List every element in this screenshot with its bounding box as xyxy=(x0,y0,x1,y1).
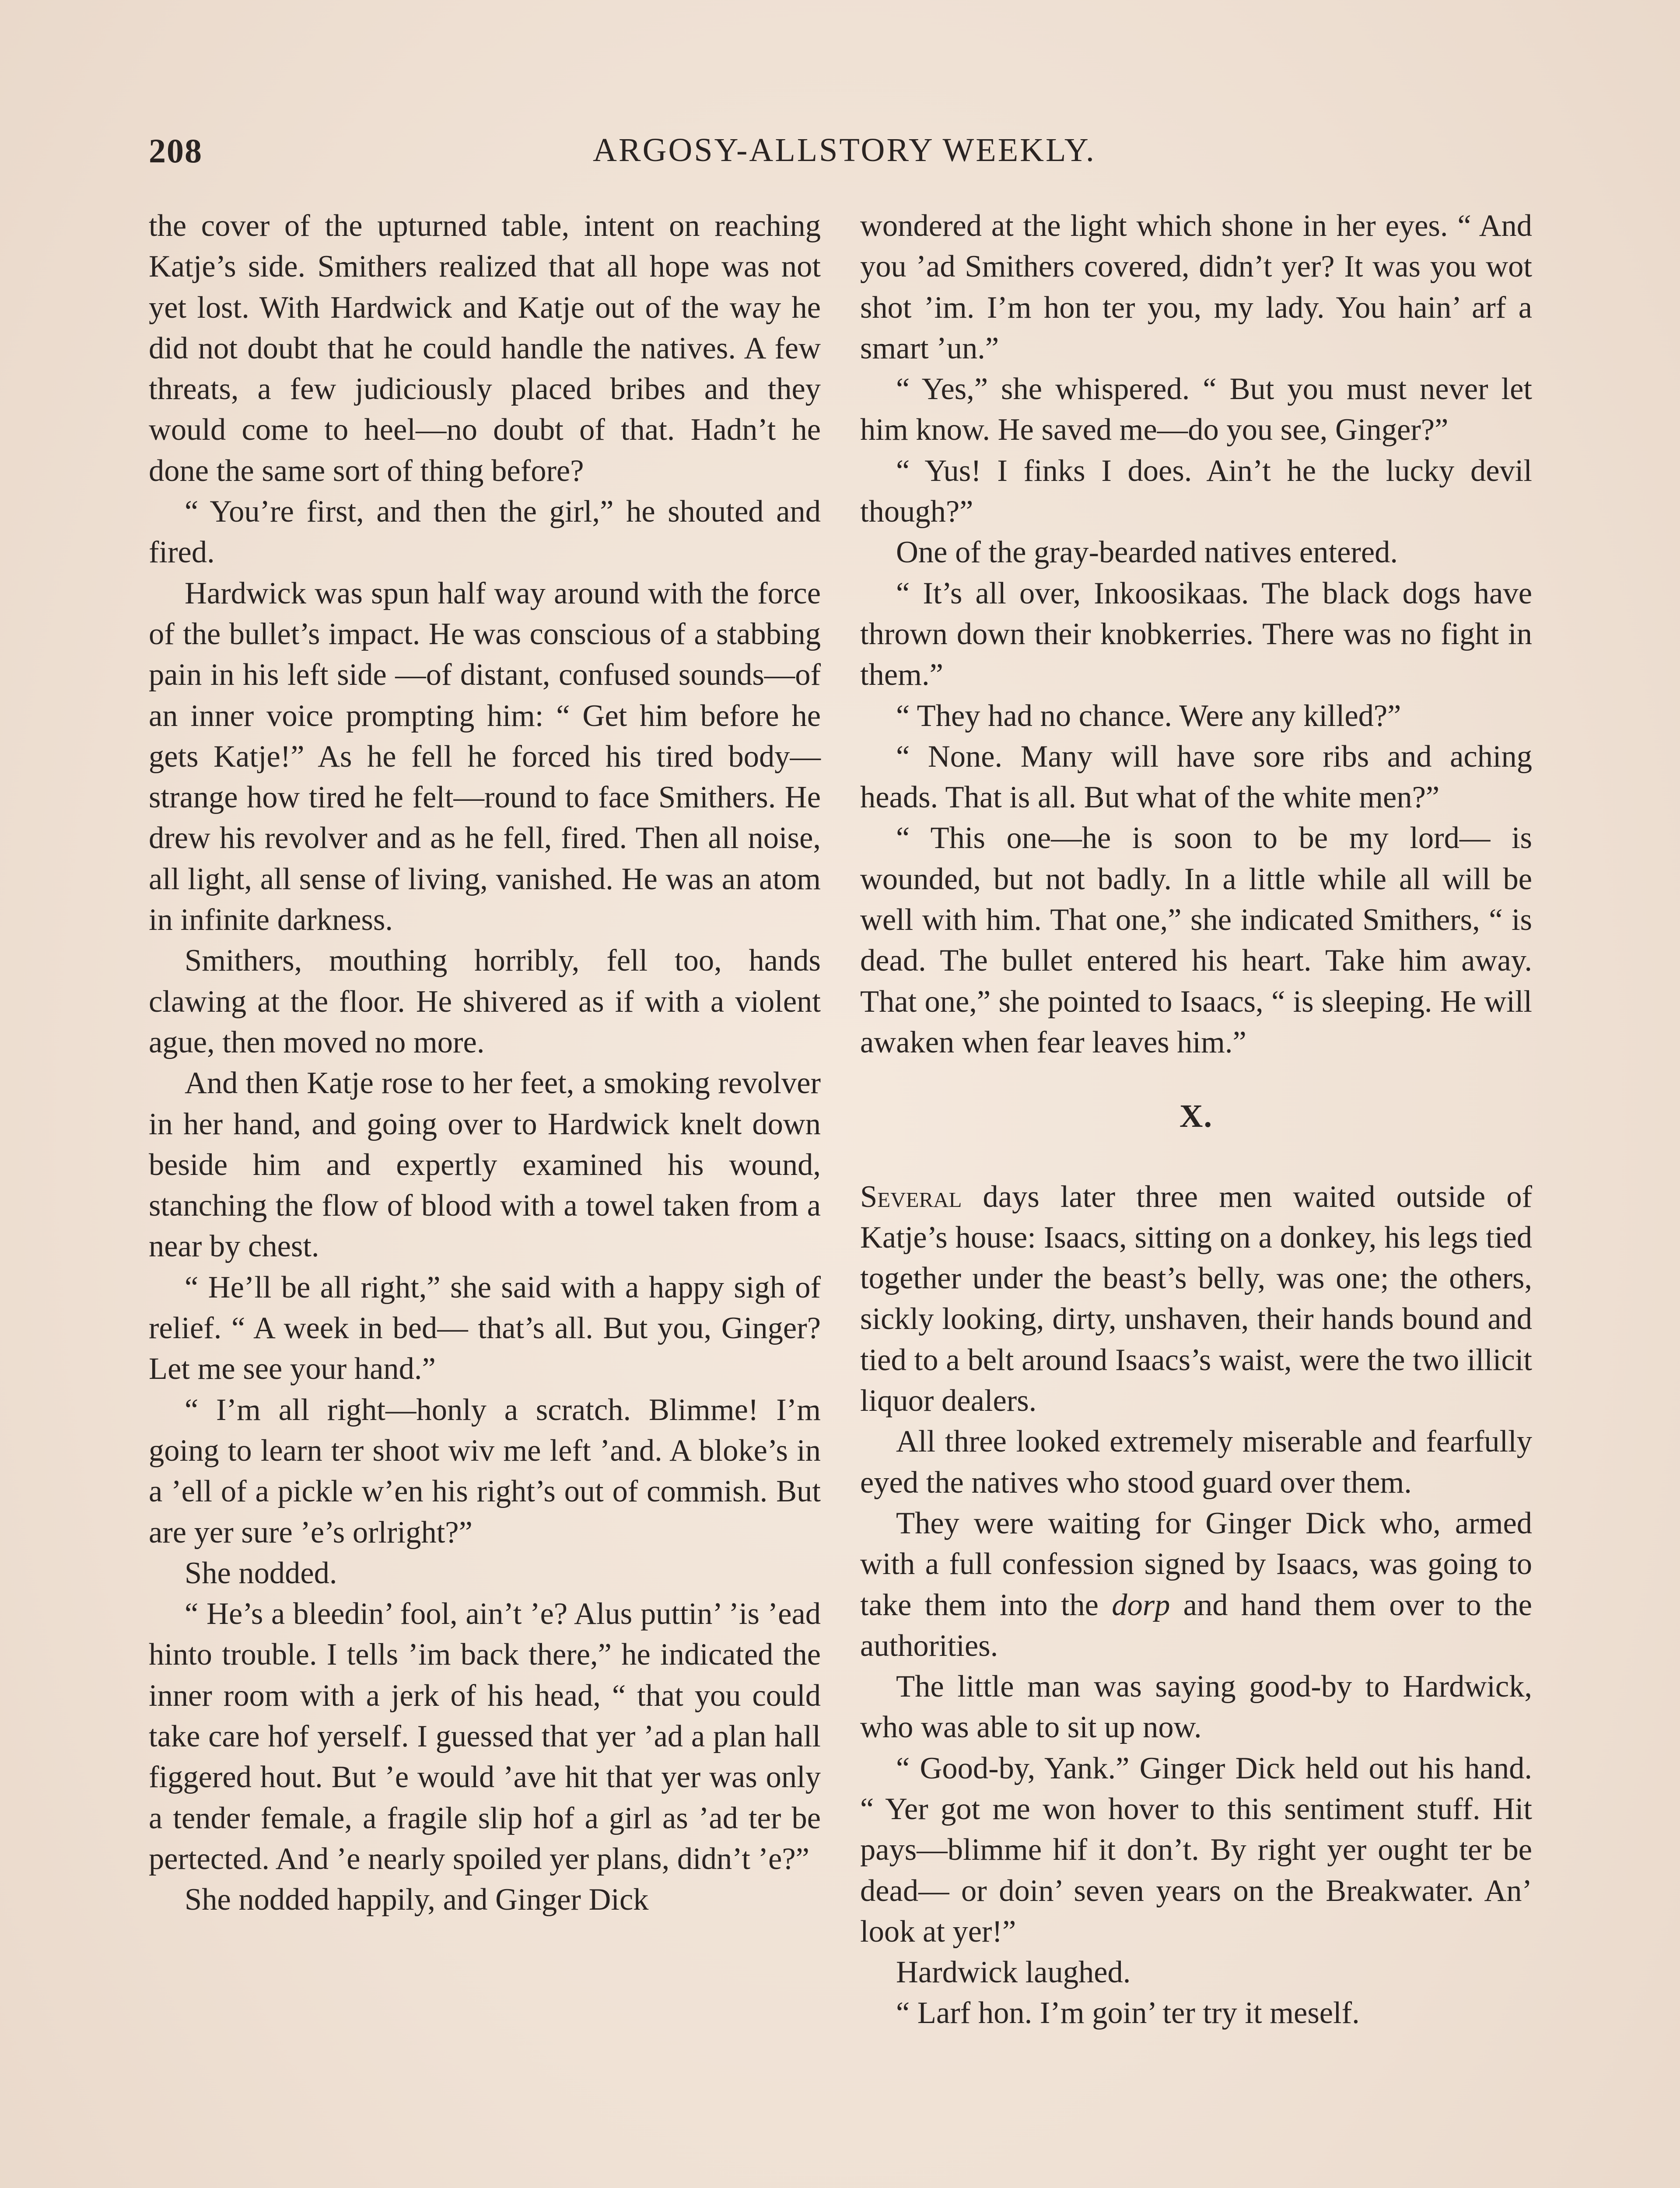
left-column xyxy=(149,206,821,2188)
paragraph: “ Yes,” she whispered. “ But you must never let him know. He saved me—do you see, Ginger?” xyxy=(860,372,1532,447)
paragraph: “ He’ll be all right,” she said with a happy sigh of relief. “ A week in bed— that’s all. But you, Ginger? Let me see your hand.” xyxy=(149,1270,821,1386)
paragraph: “ None. Many will have sore ribs and aching heads. That is all. But what of the white men?” xyxy=(860,739,1532,815)
paragraph: wondered at the light which shone in her eyes. “ And you ’ad Smithers covered, didn’t yer? It was you wot shot ’im. I’m hon ter you, my lady. You hain’ arf a smart ’un.” xyxy=(860,209,1532,365)
paragraph: One of the gray-bearded natives entered. xyxy=(896,535,1398,570)
paragraph: And then Katje rose to her feet, a smoking revolver in her hand, and going over to Hardwick knelt down beside him and expertly examined his wound, stanching the flow of blood with a towel taken from a near by chest. xyxy=(149,1066,821,1264)
right-column xyxy=(860,206,1532,2188)
paragraph: “ Larf hon. I’m goin’ ter try it meself. xyxy=(896,1996,1360,2030)
paragraph: “ Yus! I finks I does. Ain’t he the lucky devil though?” xyxy=(860,453,1532,529)
paragraph: She nodded. xyxy=(185,1556,337,1590)
paragraph-text: days later three men waited outside of Katje’s house: Isaacs, sitting on a donkey, his legs tied together under the beast’s belly, was one; the others, sickly looking, dirty, unshaven, their hands bound and tied to a belt around Isaacs’s waist, were the two illicit liquor dealers. xyxy=(860,1179,1532,1418)
running-head: ARGOSY-ALLSTORY WEEKLY. xyxy=(593,132,1096,168)
paragraph xyxy=(860,1503,1532,1666)
paragraph: “ You’re first, and then the girl,” he shouted and fired. xyxy=(149,494,821,570)
paragraph: “ I’m all right—honly a scratch. Blimme! I’m going to learn ter shoot wiv me left ’and. A bloke’s in a ’ell of a pickle w’en his right’s out of commish. But are yer sure ’e’s orlright?” xyxy=(149,1392,821,1550)
paragraph: All three looked extremely miserable and fearfully eyed the natives who stood guard over them. xyxy=(860,1424,1532,1500)
paragraph: The little man was saying good-by to Hardwick, who was able to sit up now. xyxy=(860,1669,1532,1745)
paragraph: “ This one—he is soon to be my lord— is wounded, but not badly. In a little while all will be well with him. That one,” she indicated Smithers, “ is dead. The bullet entered his heart. Take him away. That one,” she pointed to Isaacs, “ is sleeping. He will awaken when fear leaves him.” xyxy=(860,821,1532,1059)
paragraph-text: They were waiting for Ginger Dick who, armed with a full confession signed by Isaacs, was going to take them into the xyxy=(860,1506,1532,1622)
paragraph: “ They had no chance. Were any killed?” xyxy=(896,698,1401,733)
paragraph: She nodded happily, and Ginger Dick xyxy=(185,1883,649,1917)
paragraph-text: and hand them over to the authorities. xyxy=(860,1588,1532,1663)
paragraph xyxy=(860,1177,1532,1422)
paragraph: “ It’s all over, Inkoosikaas. The black dogs have thrown down their knobkerries. There was no fight in them.” xyxy=(860,576,1532,692)
page-number: 208 xyxy=(149,132,203,170)
section-heading: X. xyxy=(1180,1098,1213,1135)
paragraph: “ Good-by, Yank.” Ginger Dick held out his hand. “ Yer got me won hover to this sentiment stuff. Hit pays—blimme hif it don’t. By right yer ought ter be dead— or doin’ seven years on the Breakwater. An’ look at yer!” xyxy=(860,1751,1532,1949)
paragraph: Hardwick laughed. xyxy=(896,1955,1131,1990)
paragraph: Smithers, mouthing horribly, fell too, hands clawing at the floor. He shivered as if with a violent ague, then moved no more. xyxy=(149,943,821,1059)
paragraph: the cover of the upturned table, intent on reaching Katje’s side. Smithers realized that all hope was not yet lost. With Hardwick and Katje out of the way he did not doubt that he could handle the natives. A few threats, a few judiciously placed bribes and they would come to heel—no doubt of that. Hadn’t he done the same sort of thing before? xyxy=(149,209,821,488)
italic-word: dorp xyxy=(1112,1588,1170,1622)
page-header xyxy=(149,131,1540,179)
paragraph: “ He’s a bleedin’ fool, ain’t ’e? Alus puttin’ ’is ’ead hinto trouble. I tells ’im back there,” he indicated the inner room with a jerk of his head, “ that you could take care hof yerself. I guessed that yer ’ad a plan hall figgered hout. But ’e would ’ave hit that yer was only a tender female, a fragile slip hof a girl as ’ad ter be pertected. And ’e nearly spoiled yer plans, didn’t ’e?” xyxy=(149,1597,821,1876)
paragraph: Hardwick was spun half way around with the force of the bullet’s impact. He was conscious of a stabbing pain in his left side —of distant, confused sounds—of an inner voice prompting him: “ Get him before he gets Katje!” As he fell he forced his tired body—strange how tired he felt—round to face Smithers. He drew his revolver and as he fell, fired. Then all noise, all light, all sense of living, vanished. He was an atom in infinite darkness. xyxy=(149,576,821,937)
drop-lead-words: Several xyxy=(860,1179,962,1214)
